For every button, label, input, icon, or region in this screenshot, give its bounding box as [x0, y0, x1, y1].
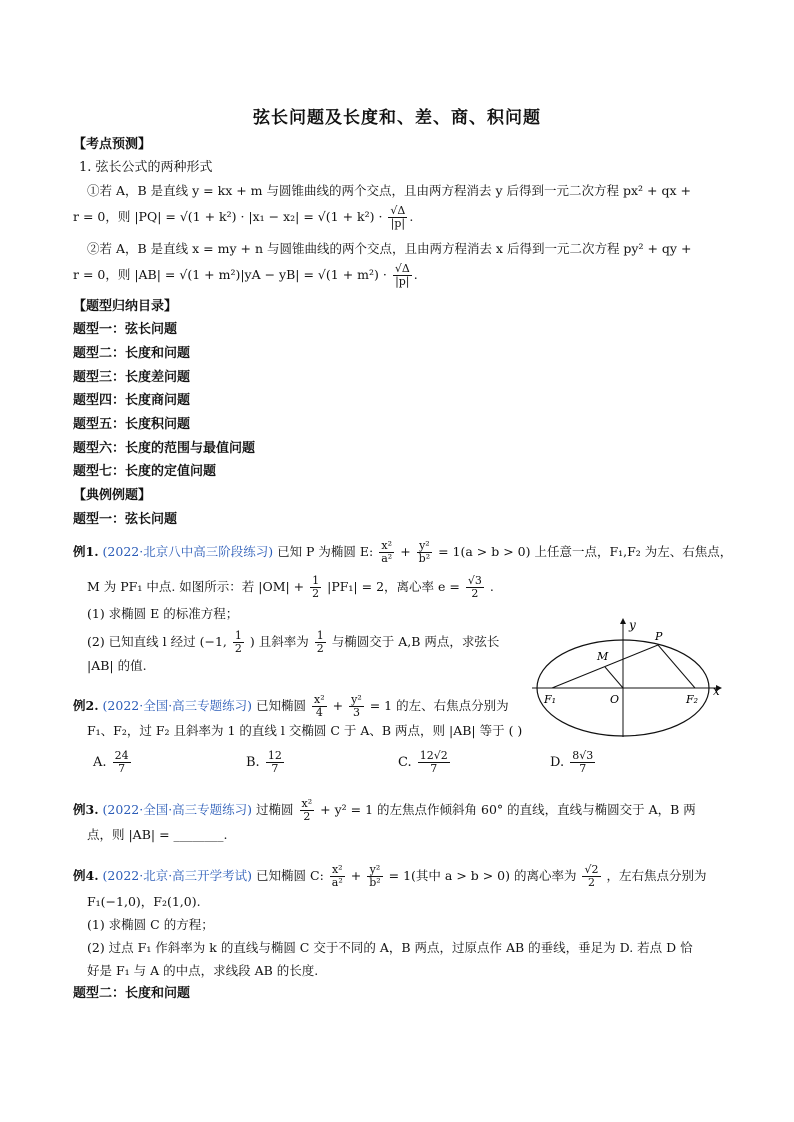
fraction-denominator: b²: [369, 876, 381, 889]
tixing-item: 题型三：长度差问题: [73, 370, 191, 385]
plus-sign: +: [350, 868, 362, 883]
section-dianli-heading: 【典例例题】: [73, 488, 152, 503]
fraction-numerator: 1: [234, 629, 242, 642]
example-source: (2022·全国·高三专题练习): [102, 698, 253, 713]
fraction-numerator: 12: [267, 749, 282, 762]
example-text: 且斜率为: [258, 634, 309, 649]
kaodian-line-2: r = 0，则 |PQ| = √(1 + k²) · |x₁ − x₂| = √(1 + k²) · $\frac{√\Delta}{|p|}$ .: [73, 204, 414, 230]
fraction-denominator: 7: [271, 762, 279, 775]
fraction-denominator: a²: [331, 876, 343, 889]
fraction-denominator: 2: [587, 876, 595, 889]
fraction-denominator: 7: [430, 762, 438, 775]
focus-f1-label: F₁: [544, 693, 557, 706]
page-title: 弦长问题及长度和、差、商、积问题: [253, 108, 541, 128]
ellipse-figure: [530, 615, 730, 740]
fraction-numerator: √Δ: [394, 262, 410, 275]
example-4-question-2: (2) 过点 F₁ 作斜率为 k 的直线与椭圆 C 交于不同的 A，B 两点，过原点作 AB 的垂线，垂足为 D. 若点 D 恰: [87, 940, 693, 955]
example-source: (2022·北京·高三开学考试): [102, 868, 253, 883]
origin-label: O: [610, 693, 620, 706]
fraction-numerator: 1: [316, 629, 324, 642]
kaodian-line-4-fraction: [393, 263, 412, 288]
option-label: A.: [93, 755, 107, 770]
fraction-denominator: 4: [315, 706, 323, 719]
example-1-question-2-cont: |AB| 的值.: [87, 658, 147, 673]
example-1-line-2: [87, 575, 494, 600]
y-axis-label: y: [629, 618, 636, 632]
example-label: 例3.: [73, 802, 99, 817]
kaodian-line-4-text: r = 0，则 |AB| = √(1 + m²)|yA − yB| = √(1 + m²) ·: [73, 267, 387, 282]
option-a[interactable]: [93, 750, 133, 775]
example-1-question-2: [87, 630, 499, 655]
example-4-line-2: F₁(−1,0)，F₂(1,0).: [87, 894, 201, 909]
option-b[interactable]: [246, 750, 286, 775]
example-2-line-2: F₁、F₂，过 F₂ 且斜率为 1 的直线 l 交椭圆 C 于 A、B 两点，则 |AB| 等于 ( ): [87, 723, 523, 738]
example-4-line-1: [73, 864, 707, 889]
fraction-denominator: 3: [352, 706, 360, 719]
fraction: [300, 798, 315, 823]
example-4-question-2-cont: 好是 F₁ 与 A 的中点，求线段 AB 的长度.: [87, 963, 319, 978]
option-fraction: [418, 750, 450, 775]
point-text: (−1,: [199, 634, 227, 649]
fraction-denominator: 2: [303, 810, 311, 823]
fraction-denominator: 2: [312, 587, 320, 600]
fraction-denominator: a²: [381, 552, 393, 565]
example-text: 已知椭圆: [256, 698, 307, 713]
fraction: [315, 630, 326, 655]
fraction-denominator: 7: [118, 762, 126, 775]
example-text: ，左右焦点分别为: [606, 868, 707, 883]
fraction-denominator: 2: [234, 642, 242, 655]
example-1-line-1: [73, 540, 732, 565]
example-3-line-2: 点，则 |AB| = ________.: [87, 827, 228, 842]
tixing-item: 题型七：长度的定值问题: [73, 464, 217, 479]
option-fraction: [113, 750, 131, 775]
fraction-denominator: 2: [316, 642, 324, 655]
fraction-numerator: x²: [379, 540, 394, 553]
fraction-numerator: y²: [417, 540, 432, 553]
fraction-denominator: |p|: [390, 217, 406, 230]
example-text: = 1 的左、右焦点分别为: [369, 698, 509, 713]
section-tixing-heading: 【题型归纳目录】: [73, 299, 178, 314]
example-text: = 1(其中 a > b > 0) 的离心率为: [388, 868, 577, 883]
fraction-numerator: 1: [312, 574, 320, 587]
kaodian-line-1: ①若 A，B 是直线 y = kx + m 与圆锥曲线的两个交点，且由两方程消去 y 后得到一元二次方程 px² + qx +: [87, 183, 691, 198]
example-text: 已知椭圆 C:: [256, 868, 324, 883]
tixing-item: 题型六：长度的范围与最值问题: [73, 441, 256, 456]
option-label: C.: [398, 755, 412, 770]
fraction-numerator: √3: [467, 574, 482, 587]
example-label: 例1.: [73, 544, 99, 559]
point-p-label: P: [655, 630, 663, 643]
fraction-numerator: 24: [114, 749, 129, 762]
y-axis-arrow: [620, 618, 626, 624]
example-label: 例4.: [73, 868, 99, 883]
fraction: [466, 575, 484, 600]
example-text: |PF₁| = 2，离心率 e =: [327, 579, 460, 594]
fraction-numerator: 8√3: [572, 749, 594, 762]
point-text: ): [249, 634, 255, 649]
fraction-denominator: 2: [471, 587, 479, 600]
example-text: M 为 PF₁ 中点. 如图所示：若 |OM| +: [87, 579, 305, 594]
fraction: [312, 694, 327, 719]
plus-sign: +: [400, 544, 411, 559]
example-text: (2) 已知直线 l 经过: [87, 634, 196, 649]
fraction-denominator: b²: [418, 552, 431, 565]
fraction: [379, 540, 394, 565]
example-text: 过椭圆: [256, 802, 294, 817]
fraction: [582, 864, 600, 889]
fraction: [367, 864, 382, 889]
tixing-item: 题型四：长度商问题: [73, 393, 191, 408]
example-text: = 1(a > b > 0) 上任意一点，F₁,F₂ 为左、右焦点，: [438, 544, 733, 559]
example-label: 例2.: [73, 698, 99, 713]
fraction-numerator: 12√2: [419, 749, 448, 762]
x-axis-label: x: [713, 684, 720, 698]
fraction-numerator: √2: [584, 863, 599, 876]
point-m-label: M: [597, 650, 609, 663]
kaodian-line-3: ②若 A，B 是直线 x = my + n 与圆锥曲线的两个交点，且由两方程消去 x 后得到一元二次方程 py² + qy +: [87, 241, 692, 256]
segment-p-f2: [658, 645, 695, 688]
example-text: 与椭圆交于 A,B 两点，求弦长: [331, 634, 500, 649]
option-label: D.: [550, 755, 565, 770]
fraction-numerator: x²: [314, 693, 325, 706]
type1-heading: 题型一：弦长问题: [73, 512, 178, 527]
fraction: [349, 694, 364, 719]
fraction-denominator: 7: [579, 762, 587, 775]
plus-sign: +: [332, 698, 344, 713]
type2-heading: 题型二：长度和问题: [73, 986, 191, 1001]
option-c[interactable]: [398, 750, 452, 775]
fraction: [417, 540, 432, 565]
section-kaodian-heading: 【考点预测】: [73, 137, 152, 152]
kaodian-line-4: r = 0，则 |AB| = √(1 + m²)|yA − yB| = √(1 + m²) · $\frac{√\Delta}{|p|}$ .: [73, 262, 418, 288]
example-source: (2022·北京八中高三阶段练习): [102, 544, 274, 559]
example-source: (2022·全国·高三专题练习): [102, 802, 253, 817]
tixing-item: 题型二：长度和问题: [73, 346, 191, 361]
fraction-numerator: y²: [351, 693, 362, 706]
fraction-numerator: √Δ: [390, 204, 406, 217]
fraction: [310, 575, 321, 600]
tixing-item: 题型五：长度积问题: [73, 417, 191, 432]
example-4-question-1: (1) 求椭圆 C 的方程；: [87, 917, 214, 932]
option-fraction: [266, 750, 284, 775]
kaodian-line-2-text: r = 0，则 |PQ| = √(1 + k²) · |x₁ − x₂| = √(1 + k²) ·: [73, 209, 383, 224]
fraction-denominator: |p|: [395, 275, 410, 288]
option-label: B.: [246, 755, 260, 770]
example-text: .: [489, 579, 494, 594]
option-fraction: [570, 750, 595, 775]
fraction: [330, 864, 345, 889]
fraction-numerator: x²: [330, 864, 345, 877]
kaodian-item-1: 1. 弦长公式的两种形式: [79, 160, 213, 175]
kaodian-line-2-fraction: [388, 205, 407, 230]
example-1-question-1: (1) 求椭圆 E 的标准方程；: [87, 606, 239, 621]
example-text: + y² = 1 的左焦点作倾斜角 60° 的直线，直线与椭圆交于 A，B 两: [320, 802, 696, 817]
example-text: 已知 P 为椭圆 E:: [277, 544, 374, 559]
fraction: [233, 630, 244, 655]
segment-o-m: [605, 667, 623, 688]
example-3-line-1: [73, 798, 696, 823]
tixing-item: 题型一：弦长问题: [73, 322, 178, 337]
fraction-numerator: y²: [367, 864, 382, 877]
option-d[interactable]: [550, 750, 597, 775]
example-2-line-1: [73, 694, 509, 719]
focus-f2-label: F₂: [686, 693, 699, 706]
fraction-numerator: x²: [301, 797, 313, 810]
